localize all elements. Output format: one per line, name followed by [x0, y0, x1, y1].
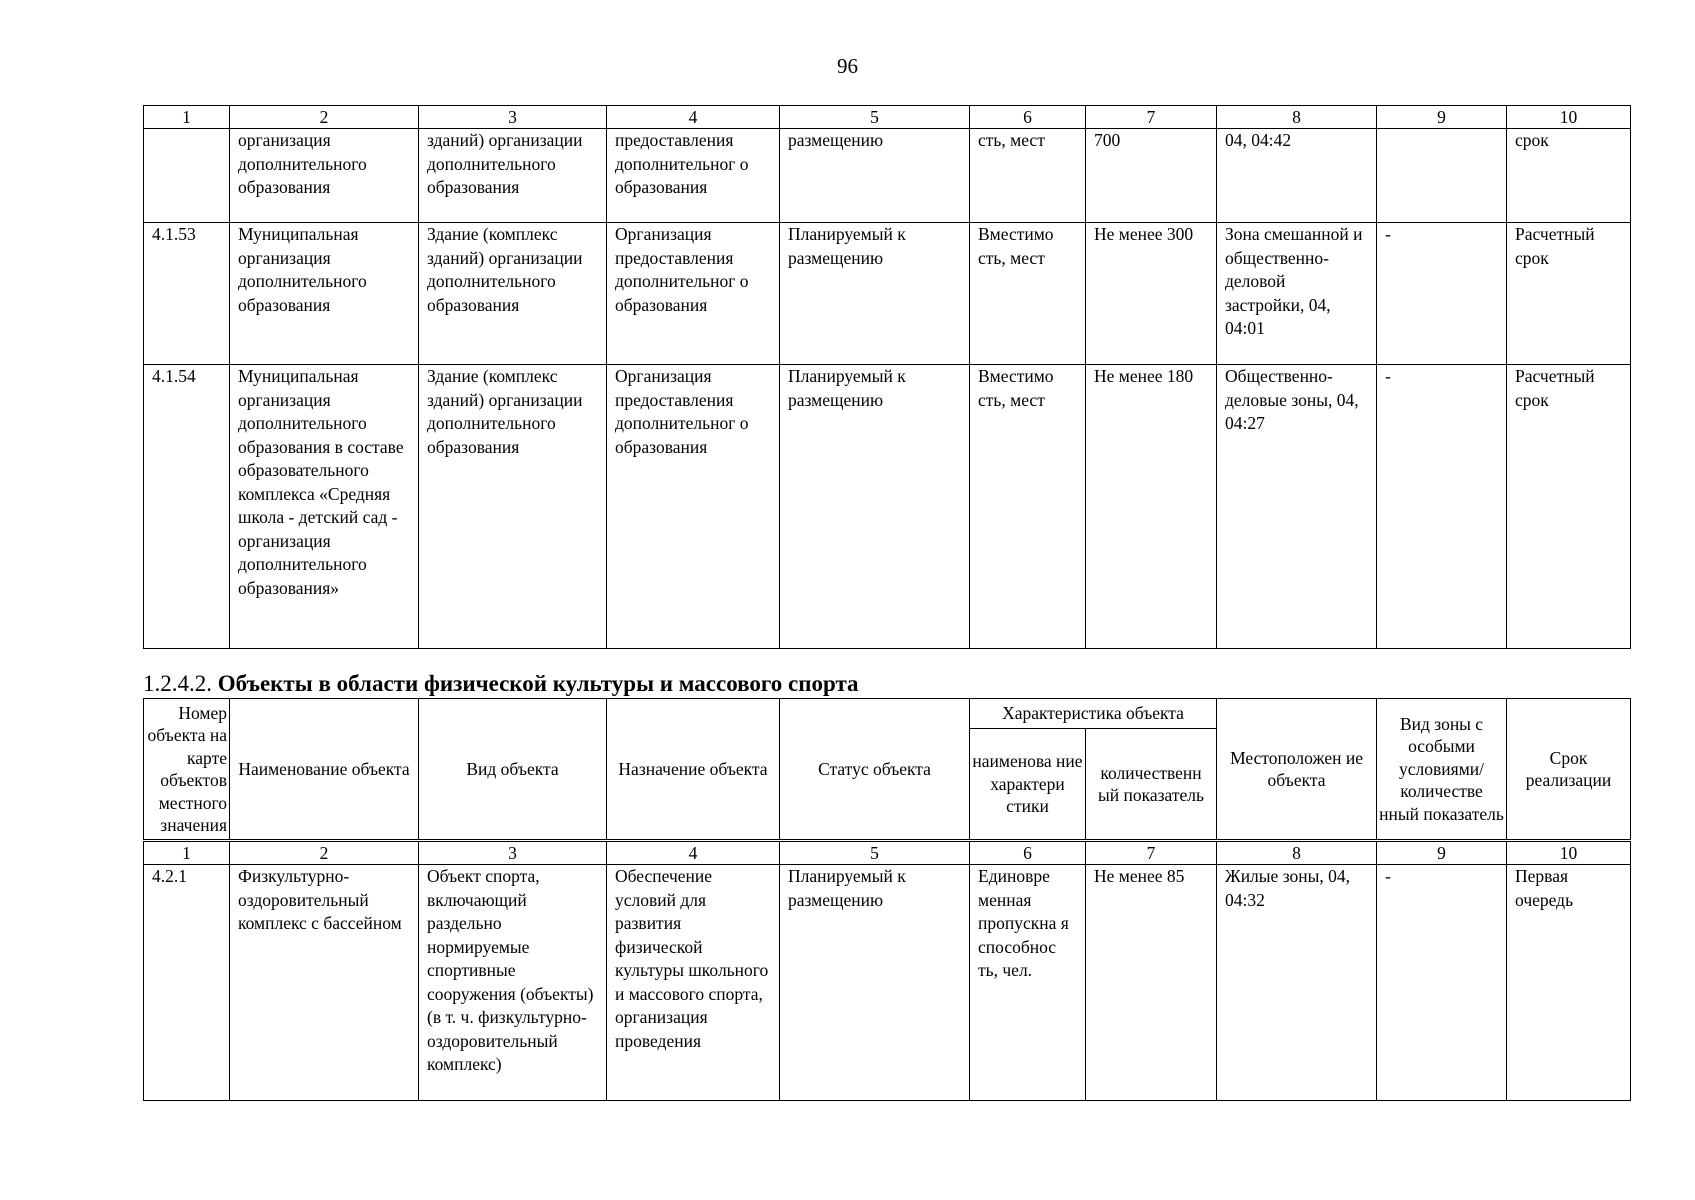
header-special-zone: Вид зоны с особыми условиями/ количестве нный показатель [1377, 699, 1507, 841]
cell-char-value: Не менее 180 [1086, 365, 1217, 649]
col-num: 7 [1086, 841, 1217, 865]
cell-purpose: Организация предоставления дополнительног о образования [607, 365, 780, 649]
col-num: 4 [607, 106, 780, 129]
cell-name: Муниципальная организация дополнительного образования [230, 223, 419, 365]
table-row [144, 129, 1631, 223]
col-num: 9 [1377, 841, 1507, 865]
cell-purpose: Обеспечение условий для развития физической культуры школьного и массового спорта, организация проведения [607, 865, 780, 1101]
header-object-name: Наименование объекта [230, 699, 419, 841]
cell-location: Общественно-деловые зоны, 04, 04:27 [1217, 365, 1377, 649]
col-num: 10 [1507, 841, 1631, 865]
cell-number [144, 129, 230, 223]
column-number-row [144, 106, 1631, 129]
col-num: 1 [144, 106, 230, 129]
cell-status: размещению [780, 129, 970, 223]
col-num: 8 [1217, 106, 1377, 129]
cell-status: Планируемый к размещению [780, 223, 970, 365]
cell-type: Здание (комплекс зданий) организации дополнительного образования [419, 223, 607, 365]
col-num: 5 [780, 106, 970, 129]
col-num: 3 [419, 841, 607, 865]
cell-location: Зона смешанной и общественно-деловой застройки, 04, 04:01 [1217, 223, 1377, 365]
col-num: 9 [1377, 106, 1507, 129]
col-num: 3 [419, 106, 607, 129]
cell-number: 4.2.1 [144, 865, 230, 1101]
cell-char-value: 700 [1086, 129, 1217, 223]
cell-char-value: Не менее 85 [1086, 865, 1217, 1101]
header-row [144, 699, 1631, 729]
page-number: 96 [837, 54, 858, 78]
header-characteristic-group: Характеристика объекта [970, 699, 1217, 729]
cell-status: Планируемый к размещению [780, 865, 970, 1101]
section-heading [143, 670, 859, 698]
cell-char-name: Вместимо сть, мест [970, 223, 1086, 365]
section-title: Объекты в области физической культуры и массового спорта [217, 671, 859, 696]
header-object-status: Статус объекта [780, 699, 970, 841]
cell-zone [1377, 129, 1507, 223]
cell-status: Планируемый к размещению [780, 365, 970, 649]
col-num: 10 [1507, 106, 1631, 129]
header-characteristic-name: наименова ние характери стики [970, 729, 1086, 841]
table-row [144, 865, 1631, 1101]
cell-type: зданий) организации дополнительного образования [419, 129, 607, 223]
column-number-row [144, 841, 1631, 865]
cell-purpose: Организация предоставления дополнительног о образования [607, 223, 780, 365]
cell-char-name: Вместимо сть, мест [970, 365, 1086, 649]
table-row [144, 365, 1631, 649]
cell-char-value: Не менее 300 [1086, 223, 1217, 365]
cell-name: Муниципальная организация дополнительного образования в составе образовательного комплекса «Средняя школа - детский сад - организация дополнительного образования» [230, 365, 419, 649]
table-row [144, 223, 1631, 365]
header-location: Местоположен ие объекта [1217, 699, 1377, 841]
cell-zone: - [1377, 365, 1507, 649]
col-num: 6 [970, 841, 1086, 865]
cell-term: Расчетный срок [1507, 365, 1631, 649]
cell-location: 04, 04:42 [1217, 129, 1377, 223]
sports-objects-table [143, 698, 1631, 1101]
cell-number: 4.1.54 [144, 365, 230, 649]
col-num: 1 [144, 841, 230, 865]
cell-name: Физкультурно-оздоровительный комплекс с бассейном [230, 865, 419, 1101]
cell-char-name: Единовре менная пропускна я способнос ть, чел. [970, 865, 1086, 1101]
header-object-number: Номер объекта на карте объектов местного значения [144, 699, 230, 841]
header-object-type: Вид объекта [419, 699, 607, 841]
cell-term: Расчетный срок [1507, 223, 1631, 365]
objects-table-continued [143, 105, 1631, 649]
header-characteristic-value: количественн ый показатель [1086, 729, 1217, 841]
header-object-purpose: Назначение объекта [607, 699, 780, 841]
cell-char-name: сть, мест [970, 129, 1086, 223]
cell-type: Здание (комплекс зданий) организации дополнительного образования [419, 365, 607, 649]
cell-location: Жилые зоны, 04, 04:32 [1217, 865, 1377, 1101]
col-num: 2 [230, 841, 419, 865]
cell-number: 4.1.53 [144, 223, 230, 365]
cell-type: Объект спорта, включающий раздельно нормируемые спортивные сооружения (объекты) (в т. ч. физкультурно-оздоровительный комплекс) [419, 865, 607, 1101]
col-num: 7 [1086, 106, 1217, 129]
cell-purpose: предоставления дополнительног о образования [607, 129, 780, 223]
cell-term: срок [1507, 129, 1631, 223]
col-num: 4 [607, 841, 780, 865]
col-num: 6 [970, 106, 1086, 129]
header-term: Срок реализации [1507, 699, 1631, 841]
cell-name: организация дополнительного образования [230, 129, 419, 223]
col-num: 8 [1217, 841, 1377, 865]
col-num: 5 [780, 841, 970, 865]
cell-term: Первая очередь [1507, 865, 1631, 1101]
section-number: 1.2.4.2. [143, 671, 212, 696]
cell-zone: - [1377, 865, 1507, 1101]
cell-zone: - [1377, 223, 1507, 365]
col-num: 2 [230, 106, 419, 129]
